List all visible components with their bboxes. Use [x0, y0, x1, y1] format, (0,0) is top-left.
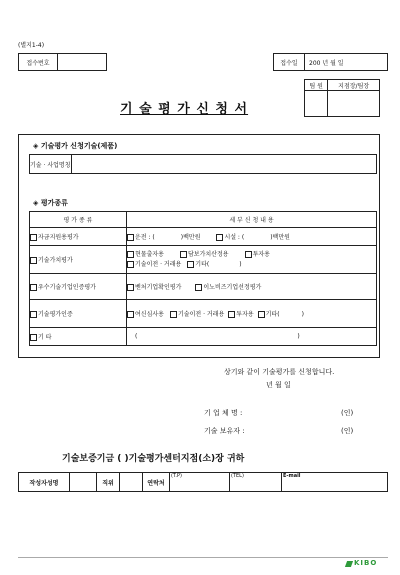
date-line: 년 월 일 — [266, 381, 291, 389]
checkbox[interactable] — [127, 234, 134, 241]
writer-info-table — [18, 472, 388, 492]
bottom-divider — [18, 557, 388, 558]
declaration-text: 상기와 같이 기술평가를 신청합니다. — [224, 368, 335, 376]
table-row-detail: ( ) — [127, 328, 377, 346]
checkbox[interactable] — [258, 311, 265, 318]
table-row-detail: 벤처기업확인평가 이노비즈기업선정평가 — [127, 274, 377, 300]
recipient-line: 기술보증기금 ( )기술평가센터지점(소)장 귀하 — [62, 454, 245, 464]
checkbox[interactable] — [30, 311, 37, 318]
table-row: 기술가치평가 — [30, 246, 127, 274]
annex-label: (별지1-4) — [18, 42, 45, 49]
tel2-field[interactable]: (TEL) — [230, 473, 282, 492]
section1-title: ◈ 기술평가 신청기술(제품) — [33, 142, 118, 150]
checkbox[interactable] — [228, 311, 235, 318]
checkbox[interactable] — [180, 251, 187, 258]
company-name-label: 기 업 체 명 : — [204, 409, 243, 417]
form-title: 기 술 평 가 신 청 서 — [120, 102, 249, 117]
team-member-sign[interactable] — [305, 91, 328, 117]
checkbox[interactable] — [187, 261, 194, 268]
branch-head-sign[interactable] — [328, 91, 380, 117]
checkbox[interactable] — [216, 234, 223, 241]
receipt-no-field[interactable] — [58, 54, 107, 71]
tech-business-name-label: 기술 · 사업명칭 — [30, 155, 72, 174]
kibo-logo-mark — [345, 561, 353, 567]
tel-field[interactable]: (T.P) — [170, 473, 230, 492]
evaluation-table — [29, 211, 377, 346]
checkbox[interactable] — [30, 334, 37, 341]
col-type-header: 평 가 종 류 — [30, 212, 127, 228]
branch-head-label: 지점장/팀장 — [328, 80, 380, 91]
approval-box — [304, 79, 380, 117]
table-row: 기 타 — [30, 328, 127, 346]
checkbox[interactable] — [195, 284, 202, 291]
checkbox[interactable] — [30, 284, 37, 291]
team-member-label: 팀 원 — [305, 80, 328, 91]
checkbox[interactable] — [30, 257, 37, 264]
writer-name-label: 작성자성명 — [19, 473, 70, 492]
tech-name-row — [29, 154, 377, 174]
checkbox[interactable] — [170, 311, 177, 318]
table-row-detail: 운전 : ( )백만원 시설 : ( )백만원 — [127, 228, 377, 246]
holder-seal: (인) — [341, 427, 354, 435]
receipt-header — [18, 53, 388, 71]
contact-label: 연락처 — [143, 473, 170, 492]
tech-business-name-field[interactable] — [71, 155, 377, 174]
position-field[interactable] — [120, 473, 143, 492]
email-field[interactable]: E-mail — [282, 473, 388, 492]
receipt-date-label: 접수일 — [274, 54, 305, 71]
receipt-date-field[interactable]: 200 년 월 일 — [305, 54, 388, 71]
checkbox[interactable] — [127, 284, 134, 291]
checkbox[interactable] — [127, 311, 134, 318]
table-row: 우수기술기업인증평가 — [30, 274, 127, 300]
table-row-detail: 현물출자용 담보가치산정용 투자용 기술이전 · 거래용 기타( ) — [127, 246, 377, 274]
col-detail-header: 세 부 신 청 내 용 — [127, 212, 377, 228]
section2-title: ◈ 평가종류 — [33, 199, 68, 207]
company-seal: (인) — [341, 409, 354, 417]
receipt-no-label: 접수번호 — [19, 54, 58, 71]
checkbox[interactable] — [245, 251, 252, 258]
checkbox[interactable] — [127, 261, 134, 268]
checkbox[interactable] — [30, 234, 37, 241]
kibo-logo-text: KIBO — [354, 559, 378, 567]
table-row: 자금지원용평가 — [30, 228, 127, 246]
position-label: 직위 — [97, 473, 120, 492]
table-row: 기술평가인증 — [30, 300, 127, 328]
tech-holder-label: 기술 보유자 : — [204, 427, 245, 435]
writer-name-field[interactable] — [70, 473, 97, 492]
checkbox[interactable] — [127, 251, 134, 258]
table-row-detail: 여신심사용 기술이전 · 거래용 투자용 기타( ) — [127, 300, 377, 328]
